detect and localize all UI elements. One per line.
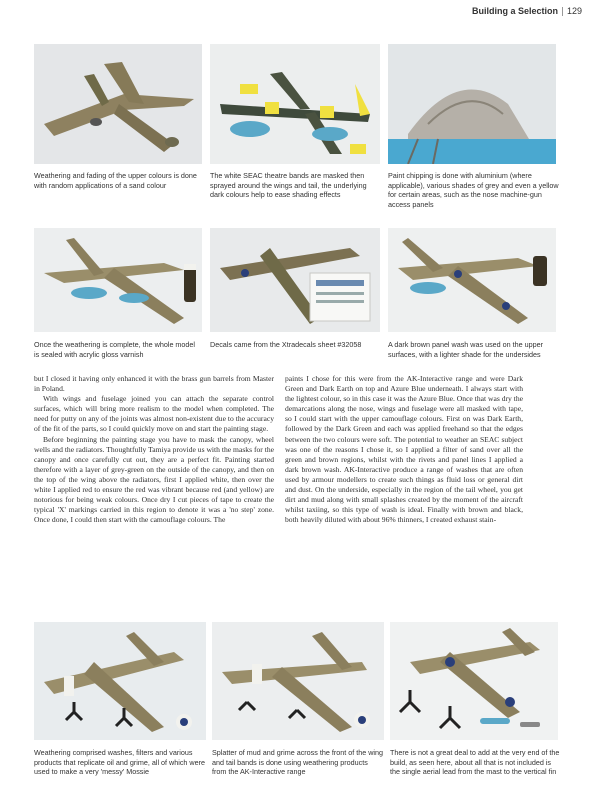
page-header (472, 6, 582, 16)
caption-top-3: Paint chipping is done with aluminium (where applicable), various shades of grey and even a yellow for certain areas, such as the nose machine-gun access panels (388, 171, 559, 209)
aircraft-model-photo-icon (212, 622, 384, 740)
photo-mid-2 (210, 228, 380, 332)
body-column-right (285, 374, 523, 525)
header-divider (562, 7, 563, 16)
photo-mid-3 (388, 228, 556, 332)
photo-top-2 (210, 44, 380, 164)
photo-top-3 (388, 44, 556, 164)
body-paragraph: With wings and fuselage joined you can attach the separate control surfaces, which will bring more realism to the model when completed. The need for putty on any of the joints was almost non-existent due to the accuracy of the fit of the parts, so I could quickly move on and start the painting stage. (34, 394, 274, 434)
caption-mid-2: Decals came from the Xtradecals sheet #32058 (210, 340, 362, 349)
photo-top-1 (34, 44, 202, 164)
caption-mid-3: A dark brown panel wash was used on the upper surfaces, with a lighter shade for the undersides (388, 340, 544, 359)
aircraft-model-photo-icon (34, 44, 202, 164)
aircraft-model-photo-icon (388, 44, 556, 164)
aircraft-model-photo-icon (388, 228, 556, 332)
photo-bottom-1 (34, 622, 206, 740)
aircraft-model-photo-icon (210, 228, 380, 332)
caption-mid-1: Once the weathering is complete, the whole model is sealed with acrylic gloss varnish (34, 340, 196, 359)
section-title: Building a Selection (471, 6, 558, 16)
body-column-left (34, 374, 274, 525)
aircraft-model-photo-icon (390, 622, 558, 740)
caption-bottom-3: There is not a great deal to add at the very end of the build, as seen here, about all that is not included is the single aerial lead from the mast to the vertical fin (390, 748, 560, 777)
page-number: 129 (566, 6, 582, 16)
aircraft-model-photo-icon (210, 44, 380, 164)
photo-mid-1 (34, 228, 202, 332)
photo-bottom-2 (212, 622, 384, 740)
caption-bottom-2: Splatter of mud and grime across the front of the wing and tail bands is done using weathering products from the AK-Interactive range (212, 748, 383, 777)
caption-top-2: The white SEAC theatre bands are masked then sprayed around the wings and tail, the underlying dark colours help to ease shading effects (210, 171, 367, 200)
aircraft-model-photo-icon (34, 228, 202, 332)
caption-top-1: Weathering and fading of the upper colours is done with random applications of a sand colour (34, 171, 197, 190)
caption-bottom-1: Weathering comprised washes, filters and various products that replicate oil and grime, all of which were used to make a very 'messy' Mossie (34, 748, 205, 777)
photo-bottom-3 (390, 622, 558, 740)
body-paragraph: but I closed it having only enhanced it with the brass gun barrels from Master in Poland. (34, 374, 274, 394)
aircraft-model-photo-icon (34, 622, 206, 740)
body-paragraph: Before beginning the painting stage you have to mask the canopy, wheel wells and the radiators. Thoughtfully Tamiya provide us with the masks for the canopy and once carefully cut out, they are a perfect fit. Painting started therefore with a layer of grey-green on the outside of the canopy, and then on the top of the wing above the radiators, first I applied white, then over the white I applied red to ensure the red was vibrant because red (and yellow) are notorious for being weak colours. Once dry I cut pieces of tape to create the typical 'X' markings carried in this region to denote it was a 'no step' zone. Once done, I could then start with the camouflage colours. The (34, 434, 274, 525)
body-paragraph: paints I chose for this were from the AK-Interactive range and were Dark Green and Dark Earth on top and Azure Blue underneath. I always start with the lightest colour, so in this case it was the Azure Blue. Once that was dry the demarcations along the nose, wings and fuselage were all masked with tape, so I could start with the upper camouflage colours. First on was Dark Earth, followed by the Dark Green and each was applied freehand so that the edges between the two colours were soft. The potential to weather an SEAC subject was one of the reasons I chose it, so I applied a filter of sand over all the green and brown regions, whilst with the rivets and panel lines I applied a dark brown wash. AK-Interactive produce a range of washes that are often used by armour modellers to create such things as fluid loss or general dirt and dust. On the underside, especially in the region of the tail wheel, you get dirt and mud along with small splashes created by the moment of the aircraft whilst taxiing, so this type of wash is ideal. Finally with brown and black, both heavily diluted with about 96% thinners, I created exhaust stain- (285, 374, 523, 525)
